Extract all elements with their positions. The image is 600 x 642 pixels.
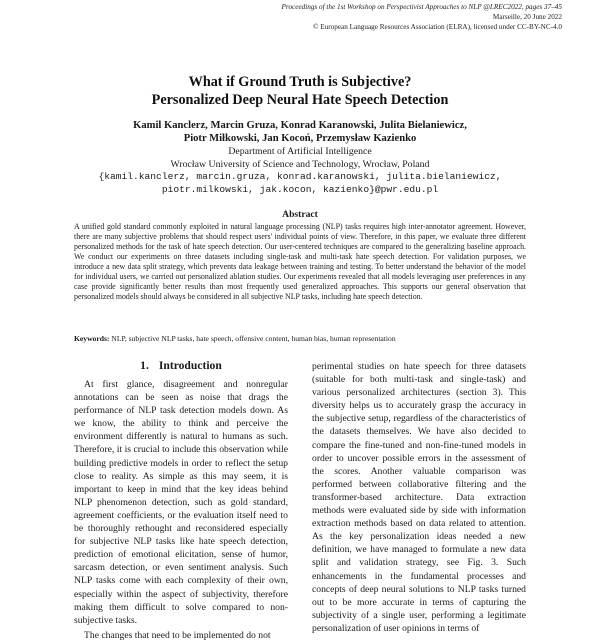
- venue-date-line: Marseille, 20 June 2022: [492, 13, 562, 22]
- right-column-text: perimental studies on hate speech for three datasets (suitable for both multi-task and single-task) and various personalized architectures (section 3). This diversity helps us to accurately grasp the accuracy in the subjective setup, regardless of the characteristics of the datasets themselves. We have also decided to compare the fine-tuned and non-fine-tuned models in order to uncover possible errors in the assessment of the scores. Another valuable comparison was performed between collaborative filtering and the transformer-based architecture. Data extraction methods were evaluated side by side with information extraction methods based on data related to attention. As the key personalization ideas needed a new definition, we have managed to formulate a new data split and validation strategy, see Fig. 3. Such enhancements in the fundamental processes and concepts of deep neural solutions to NLP tasks turned out to be more accurate in terms of capturing the subjectivity of a single user, performing a legitimate personalization of user opinions in terms of: [312, 361, 526, 634]
- emails-line-2: piotr.milkowski, jak.kocon, kazienko}@pwr.edu.pl: [161, 184, 439, 195]
- section-number: 1.: [140, 359, 149, 372]
- paper-title-line-1: What if Ground Truth is Subjective?: [188, 74, 412, 90]
- abstract-heading: Abstract: [282, 209, 318, 220]
- section-heading: [74, 359, 288, 372]
- left-column-text: [74, 378, 288, 642]
- section-title: Introduction: [158, 359, 222, 372]
- authors-line-1: Kamil Kanclerz, Marcin Gruza, Konrad Karanowski, Julita Bielaniewicz,: [133, 120, 467, 131]
- license-line: © European Language Resources Association (ELRA), licensed under CC-BY-NC-4.0: [313, 23, 562, 32]
- intro-paragraph-2-start: The changes that need to be implemented do not: [84, 629, 271, 641]
- keywords-label: Keywords:: [74, 334, 110, 343]
- keywords: [74, 334, 526, 344]
- abstract-text: A unified gold standard commonly exploited in natural language processing (NLP) tasks requires high inter-annotator agreement. However, there are many subjective problems that should respect users' individual points of view. Therefore, in this paper, we evaluate three different personalized methods for the task of hate speech detection. Our user-centered techniques are compared to the generalizing baseline approach. We conduct our experiments on three datasets including single-task and multi-task hate speech detection. For validation purposes, we introduce a new data split strategy, which prevents data leakage between training and testing. To better understand the behavior of the model for individual users, we carried out personalized ablation studies. Our experiments revealed that all models leveraging user preferences in any case provide significantly better results than most frequently used generalized approaches. This supports our general observation that personalized models should always be considered in all subjective NLP tasks, including hate speech detection.: [74, 222, 526, 302]
- proceedings-header: [42, 2, 562, 33]
- authors-line-2: Piotr Miłkowski, Jan Kocoń, Przemysław Kazienko: [183, 133, 417, 144]
- keywords-text: NLP, subjective NLP tasks, hate speech, offensive content, human bias, human representation: [111, 334, 396, 343]
- emails-line-1: {kamil.kanclerz, marcin.gruza, konrad.karanowski, julita.bielaniewicz,: [98, 171, 502, 182]
- affiliation-university: Wrocław University of Science and Technology, Wrocław, Poland: [170, 159, 430, 170]
- proceedings-line: Proceedings of the 1st Workshop on Perspectivist Approaches to NLP @LREC2022, pages 37–45: [281, 3, 562, 11]
- affiliation-department: Department of Artificial Intelligence: [228, 146, 372, 157]
- intro-paragraph-1: At first glance, disagreement and nonregular annotations can be seen as noise that drags the performance of NLP task detection models down. As we know, the ability to think and perceive the environment differently is natural to humans as such. Therefore, it is crucial to include this observation while building predictive models in order to reflect the setup close to reality. As simple as this may seem, it is important to keep in mind that the key ideas behind NLP phenomenon detection, such as gold standard, agreement coefficients, or the evaluation itself need to be thoroughly rethought and reconsidered especially for subjective NLP tasks like hate speech detection, prediction of emotional elicitation, sense of humor, sarcasm detection, or even sentiment analysis. Such NLP tasks come with each complexity of their own, especially within the aspect of subjectivity, therefore making them difficult to solve compared to non-subjective tasks.: [74, 379, 288, 626]
- paper-title-line-2: Personalized Deep Neural Hate Speech Detection: [151, 92, 449, 108]
